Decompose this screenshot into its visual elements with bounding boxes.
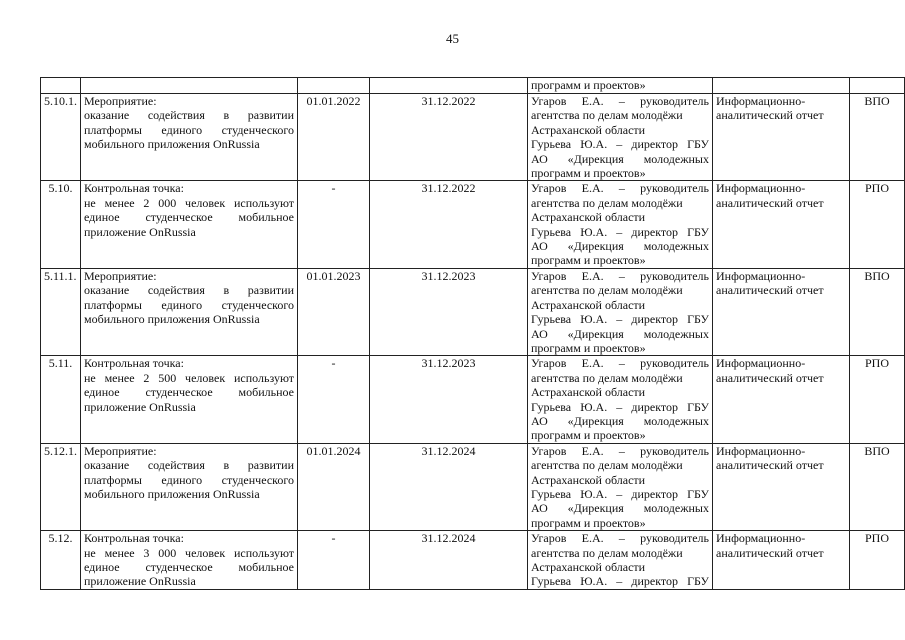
responsible-line: Астраханской области [531, 122, 646, 137]
end-date-cell [370, 531, 528, 590]
responsible-line: Астраханской области [531, 210, 646, 225]
responsible-line: Астраханской области [531, 297, 646, 312]
document-cell [713, 531, 850, 590]
start-date-cell [298, 94, 370, 181]
start-date: 01.01.2022 [306, 94, 361, 108]
document-line: аналитический отчет [716, 195, 824, 210]
result-type: РПО [864, 181, 889, 196]
responsible-line: программ и проектов» [531, 515, 646, 530]
activity-line: приложение OnRussia [84, 574, 196, 589]
table-row [41, 181, 905, 268]
start-date-cell [298, 356, 370, 443]
activity-line: единое студенческое мобильное [84, 385, 294, 400]
end-date: 31.12.2022 [421, 181, 476, 196]
responsible-line: Гурьева Ю.А. – директор ГБУ [531, 312, 709, 327]
start-date: - [331, 356, 336, 371]
responsible-line: Угаров Е.А. – руководитель [531, 443, 709, 458]
responsible-cell [528, 531, 713, 590]
activity-line: оказание содействия в развитии [84, 108, 294, 123]
responsible-line: Гурьева Ю.А. – директор ГБУ [531, 224, 709, 239]
table-row [41, 94, 905, 181]
responsible-cell [528, 356, 713, 443]
responsible-line: программ и проектов» [531, 253, 646, 268]
type-cell [850, 268, 905, 355]
responsible-cell [528, 94, 713, 181]
num-cell [41, 181, 81, 268]
activity-title: Контрольная точка: [84, 181, 184, 196]
plan-table [40, 77, 905, 590]
table-row [41, 531, 905, 590]
responsible-line: Гурьева Ю.А. – директор ГБУ [531, 137, 709, 152]
row-number: 5.12.1. [44, 443, 77, 458]
responsible-line: АО «Дирекция молодежных [531, 326, 709, 341]
end-date-cell [370, 356, 528, 443]
responsible-line: Угаров Е.А. – руководитель [531, 268, 709, 283]
end-date-cell [370, 78, 528, 94]
end-date: 31.12.2024 [421, 443, 476, 458]
responsible-line: Астраханской области [531, 472, 646, 487]
num-cell [41, 268, 81, 355]
activity-cell [81, 94, 298, 181]
document-line: аналитический отчет [716, 283, 824, 298]
row-number: 5.11.1. [44, 268, 77, 283]
activity-line: мобильного приложения OnRussia [84, 312, 260, 327]
responsible-line: Астраханской области [531, 560, 646, 574]
responsible-line: агентства по делам молодёжи [531, 108, 683, 123]
activity-line: мобильного приложения OnRussia [84, 486, 260, 501]
activity-line: платформы единого студенческого [84, 297, 294, 312]
table-row [41, 356, 905, 443]
start-date-cell [298, 268, 370, 355]
activity-cell [81, 268, 298, 355]
activity-line: оказание содействия в развитии [84, 458, 294, 473]
row-number: 5.11. [48, 356, 73, 371]
responsible-line: Астраханской области [531, 385, 646, 400]
end-date: 31.12.2023 [421, 268, 476, 283]
document-cell [713, 268, 850, 355]
start-date-cell [298, 181, 370, 268]
document-line: Информационно- [716, 443, 806, 458]
document-cell [713, 78, 850, 94]
end-date: 31.12.2024 [421, 531, 476, 546]
document-line: Информационно- [716, 531, 806, 546]
start-date: - [331, 531, 336, 546]
responsible-line: Угаров Е.А. – руководитель [531, 356, 709, 371]
document-line: Информационно- [716, 268, 806, 283]
activity-line: единое студенческое мобильное [84, 210, 294, 225]
responsible-line: Гурьева Ю.А. – директор ГБУ [531, 486, 709, 501]
activity-title: Мероприятие: [84, 268, 157, 283]
activity-cell [81, 443, 298, 530]
activity-cell [81, 181, 298, 268]
activity-line: не менее 3 000 человек используют [84, 545, 294, 560]
responsible-line: АО «Дирекция молодежных [531, 151, 709, 166]
continuation-row [41, 78, 905, 94]
start-date-cell [298, 443, 370, 530]
responsible-cell [528, 78, 713, 94]
result-type: ВПО [864, 268, 890, 283]
type-cell [850, 531, 905, 590]
responsible-line: агентства по делам молодёжи [531, 283, 683, 298]
document-cell [713, 443, 850, 530]
end-date: 31.12.2023 [421, 356, 476, 371]
result-type: ВПО [864, 443, 890, 458]
document-cell [713, 94, 850, 181]
activity-title: Контрольная точка: [84, 531, 184, 546]
responsible-line: АО «Дирекция молодежных [531, 413, 709, 428]
activity-line: мобильного приложения OnRussia [84, 137, 260, 152]
responsible-line: программ и проектов» [531, 428, 646, 443]
end-date: 31.12.2022 [421, 94, 476, 108]
activity-cell [81, 356, 298, 443]
activity-line: единое студенческое мобильное [84, 560, 294, 574]
result-type: ВПО [864, 94, 890, 108]
activity-line: приложение OnRussia [84, 399, 196, 414]
result-type: РПО [864, 356, 889, 371]
type-cell [850, 78, 905, 94]
start-date-cell [298, 78, 370, 94]
start-date: 01.01.2024 [306, 443, 361, 458]
responsible-line: программ и проектов» [531, 166, 646, 181]
activity-line: платформы единого студенческого [84, 472, 294, 487]
document-line: аналитический отчет [716, 458, 824, 473]
page-number: 45 [446, 31, 459, 46]
table-row [41, 443, 905, 530]
responsible-line: агентства по делам молодёжи [531, 195, 683, 210]
start-date-cell [298, 531, 370, 590]
document-line: аналитический отчет [716, 545, 824, 560]
type-cell [850, 356, 905, 443]
document-line: аналитический отчет [716, 108, 824, 123]
activity-line: оказание содействия в развитии [84, 283, 294, 298]
end-date-cell [370, 443, 528, 530]
document-line: аналитический отчет [716, 370, 824, 385]
row-number: 5.10.1. [44, 94, 77, 108]
end-date-cell [370, 268, 528, 355]
responsible-line: АО «Дирекция молодежных [531, 501, 709, 516]
document-cell [713, 356, 850, 443]
document-line: Информационно- [716, 94, 806, 108]
responsible-cell [528, 443, 713, 530]
responsible-line: программ и проектов» [531, 78, 646, 92]
num-cell [41, 443, 81, 530]
responsible-line: Угаров Е.А. – руководитель [531, 531, 709, 546]
end-date-cell [370, 181, 528, 268]
activity-line: не менее 2 000 человек используют [84, 195, 294, 210]
start-date: - [331, 181, 336, 196]
activity-cell [81, 531, 298, 590]
row-number: 5.12. [48, 531, 73, 546]
responsible-line: агентства по делам молодёжи [531, 370, 683, 385]
table-row [41, 268, 905, 355]
responsible-line: Гурьева Ю.А. – директор ГБУ [531, 399, 709, 414]
activity-cell [81, 78, 298, 94]
activity-line: не менее 2 500 человек используют [84, 370, 294, 385]
start-date: 01.01.2023 [306, 268, 361, 283]
num-cell [41, 356, 81, 443]
result-type: РПО [864, 531, 889, 546]
responsible-line: Гурьева Ю.А. – директор ГБУ [531, 574, 709, 589]
type-cell [850, 443, 905, 530]
activity-line: платформы единого студенческого [84, 122, 294, 137]
responsible-line: программ и проектов» [531, 340, 646, 355]
responsible-line: АО «Дирекция молодежных [531, 239, 709, 254]
document-line: Информационно- [716, 356, 806, 371]
end-date-cell [370, 94, 528, 181]
document-line: Информационно- [716, 181, 806, 196]
responsible-cell [528, 268, 713, 355]
responsible-line: агентства по делам молодёжи [531, 545, 683, 560]
row-number: 5.10. [48, 181, 73, 196]
activity-title: Мероприятие: [84, 443, 157, 458]
responsible-line: Угаров Е.А. – руководитель [531, 94, 709, 108]
responsible-cell [528, 181, 713, 268]
num-cell [41, 94, 81, 181]
activity-line: приложение OnRussia [84, 224, 196, 239]
activity-title: Контрольная точка: [84, 356, 184, 371]
type-cell [850, 181, 905, 268]
responsible-line: агентства по делам молодёжи [531, 458, 683, 473]
activity-title: Мероприятие: [84, 94, 157, 108]
responsible-line: Угаров Е.А. – руководитель [531, 181, 709, 196]
num-cell [41, 531, 81, 590]
num-cell [41, 78, 81, 94]
type-cell [850, 94, 905, 181]
document-cell [713, 181, 850, 268]
